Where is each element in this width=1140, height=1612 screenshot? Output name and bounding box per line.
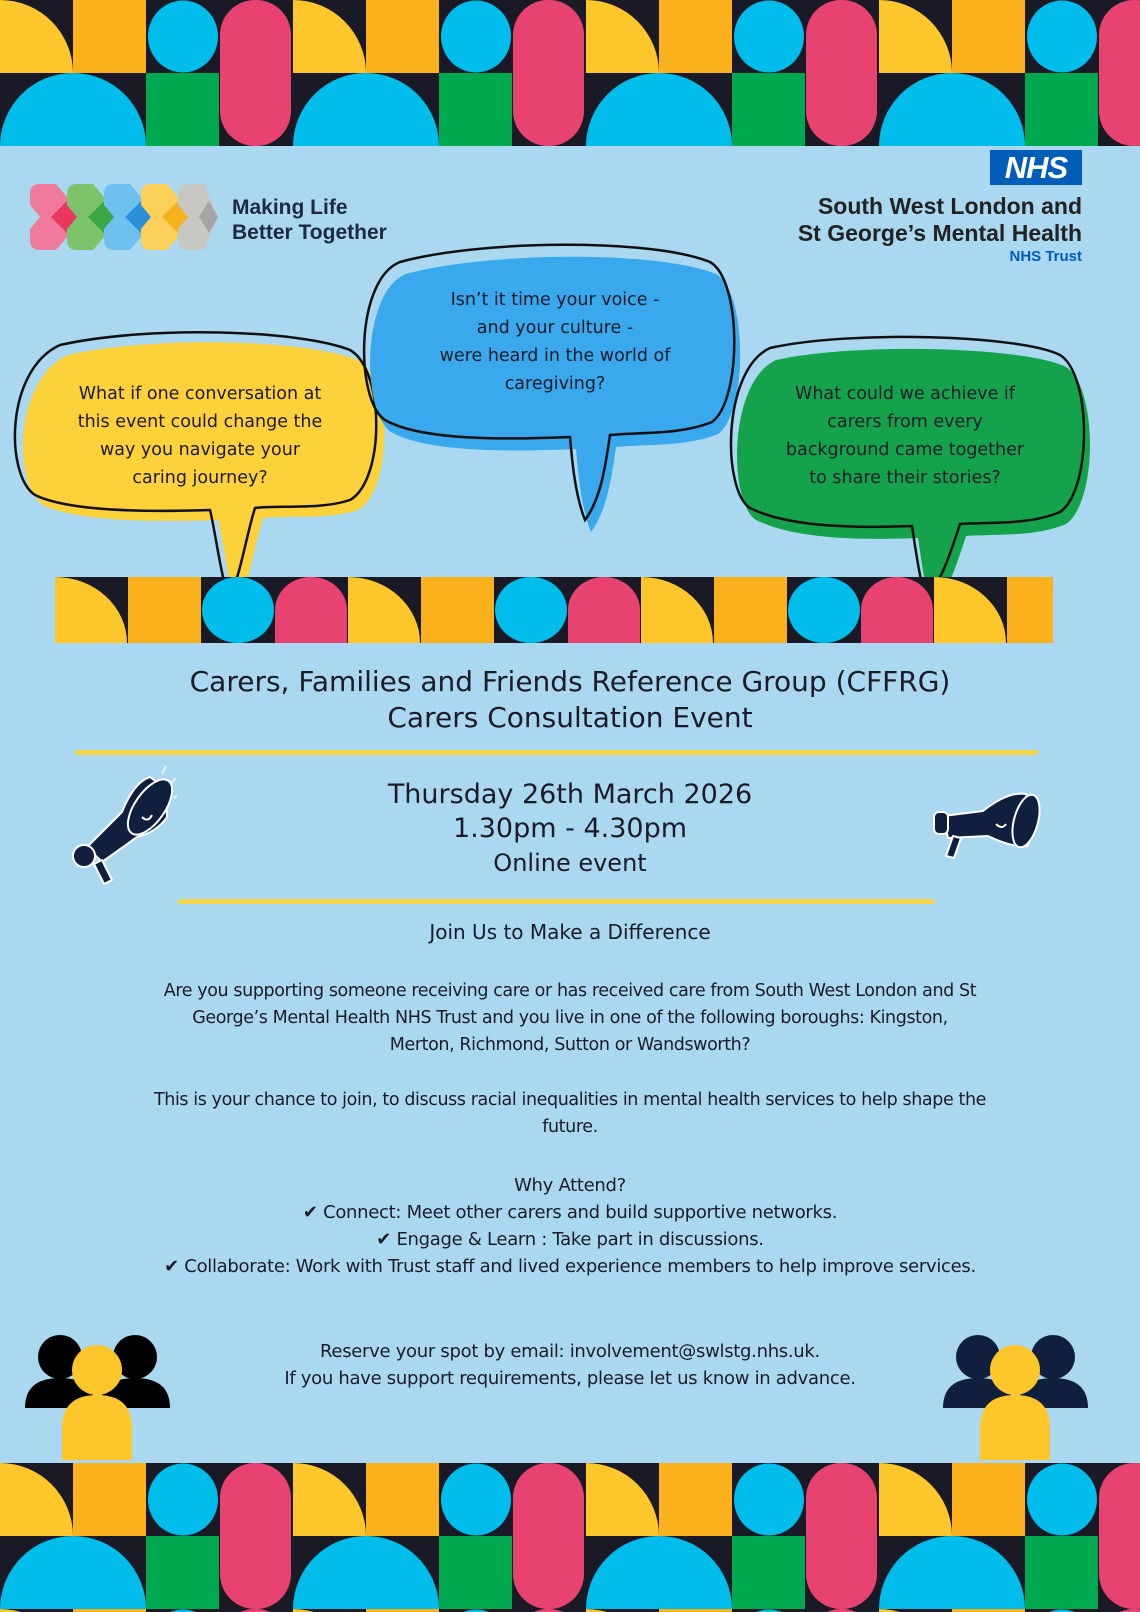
bubble-line: to share their stories? [809, 468, 1001, 488]
why-attend [0, 1172, 1140, 1280]
bubble-line: and your culture - [476, 318, 634, 338]
paragraph-line: Merton, Richmond, Sutton or Wandsworth? [389, 1035, 751, 1055]
event-date: Thursday 26th March 2026 [387, 779, 753, 810]
paragraph-line: George’s Mental Health NHS Trust and you live in one of the following boroughs: Kingston, [192, 1008, 948, 1028]
title-line: Carers Consultation Event [387, 701, 753, 734]
divider [178, 899, 935, 904]
trust-suffix: NHS Trust [1009, 248, 1082, 265]
bubble-line: this event could change the [77, 412, 323, 432]
bubble-line: were heard in the world of [439, 346, 671, 366]
people-group-icon [943, 1333, 1088, 1463]
benefit-item: ✔ Collaborate: Work with Trust staff and lived experience members to help improve services. [164, 1256, 976, 1277]
bubble-line: caring journey? [132, 468, 268, 488]
middle-pattern-strip [55, 577, 1053, 643]
bubble-text-blue [395, 286, 715, 398]
purpose-paragraph [0, 1087, 1140, 1141]
why-attend-heading: Why Attend? [514, 1175, 626, 1196]
title-line: Carers, Families and Friends Reference Group (CFFRG) [189, 665, 951, 698]
reserve-email-text: Reserve your spot by email: involvement@swlstg.nhs.uk. [320, 1341, 820, 1362]
trust-name-line: St George’s Mental Health [797, 220, 1082, 246]
subheading: Join Us to Make a Difference [429, 920, 711, 944]
paragraph-line: Are you supporting someone receiving care or has received care from South West London and St [163, 981, 977, 1001]
event-title [0, 664, 1140, 736]
bubble-line: caregiving? [504, 374, 606, 394]
event-details [0, 778, 1140, 880]
benefit-item: ✔ Connect: Meet other carers and build supportive networks. [302, 1202, 838, 1223]
bubble-line: Isn’t it time your voice - [450, 290, 660, 310]
bubble-line: background came together [785, 440, 1025, 460]
intro-paragraph [0, 978, 1140, 1059]
paragraph-line: This is your chance to join, to discuss racial inequalities in mental health services to help shape the [153, 1090, 987, 1110]
divider [75, 750, 1038, 755]
bubble-line: What if one conversation at [78, 384, 322, 404]
event-location: Online event [493, 849, 647, 877]
bubble-line: carers from every [827, 412, 983, 432]
bubble-line: What could we achieve if [795, 384, 1015, 404]
bubble-text-green [750, 380, 1060, 492]
trust-name-line: South West London and [817, 193, 1082, 219]
brand-line: Making Life [232, 196, 348, 219]
bubble-line: way you navigate your [99, 440, 301, 460]
bubble-text-yellow [40, 380, 360, 492]
paragraph-line: future. [542, 1117, 598, 1137]
support-requirements-text: If you have support requirements, please let us know in advance. [284, 1368, 856, 1389]
event-time: 1.30pm - 4.30pm [452, 813, 688, 844]
people-group-icon [25, 1333, 170, 1463]
nhs-logo: NHS [990, 150, 1082, 185]
bottom-pattern-band [0, 1463, 1140, 1612]
benefit-item: ✔ Engage & Learn : Take part in discussions. [376, 1229, 764, 1250]
brand-line: Better Together [232, 221, 387, 244]
